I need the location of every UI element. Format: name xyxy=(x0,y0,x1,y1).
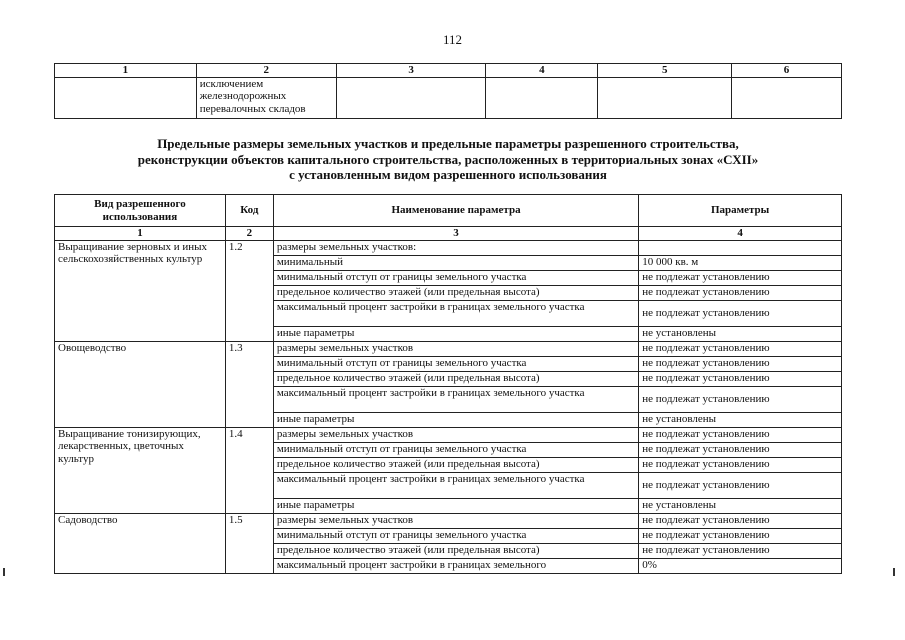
col-number: 3 xyxy=(336,64,486,78)
param-name-cell: максимальный процент застройки в границах земельного участка xyxy=(273,472,638,498)
param-name-cell: иные параметры xyxy=(273,326,638,341)
section-title-line: с установленным видом разрешенного использования xyxy=(289,167,607,182)
param-name-cell: максимальный процент застройки в границах земельного xyxy=(273,558,638,573)
empty-cell xyxy=(732,77,842,118)
param-value-cell: не подлежат установлению xyxy=(639,472,842,498)
col-number: 2 xyxy=(225,227,273,241)
section-title-line: Предельные размеры земельных участков и предельные параметры разрешенного строительства, xyxy=(157,136,739,151)
param-value-cell xyxy=(639,240,842,255)
scan-edge-mark xyxy=(3,568,5,576)
table-row xyxy=(55,513,842,528)
code-cell: 1.5 xyxy=(225,513,273,573)
code-cell: 1.2 xyxy=(225,240,273,341)
header-code: Код xyxy=(225,195,273,227)
table-header-row xyxy=(55,195,842,227)
param-name-cell: размеры земельных участков xyxy=(273,513,638,528)
continuation-header-row xyxy=(55,64,842,78)
empty-cell xyxy=(336,77,486,118)
use-type-cell: Выращивание тонизирующих, лекарственных, цветочных культур xyxy=(55,427,226,513)
param-value-cell: 0% xyxy=(639,558,842,573)
section-title-line: реконструкции объектов капитального строительства, расположенных в территориальных зонах «СХII» xyxy=(137,151,759,167)
param-value-cell: не подлежат установлению xyxy=(639,543,842,558)
param-name-cell: минимальный отступ от границы земельного участка xyxy=(273,442,638,457)
continuation-table xyxy=(54,63,842,119)
header-use-type: Вид разрешенного использования xyxy=(55,195,226,227)
param-name-cell: иные параметры xyxy=(273,498,638,513)
param-value-cell: не подлежат установлению xyxy=(639,341,842,356)
page-number: 112 xyxy=(442,32,463,47)
param-value-cell: не подлежат установлению xyxy=(639,300,842,326)
table-row xyxy=(55,427,842,442)
continuation-row xyxy=(55,77,842,118)
column-number-row xyxy=(55,227,842,241)
scan-edge-mark xyxy=(893,568,895,576)
param-name-cell: предельное количество этажей (или предельная высота) xyxy=(273,543,638,558)
col-number: 4 xyxy=(486,64,598,78)
param-name-cell: минимальный отступ от границы земельного участка xyxy=(273,528,638,543)
param-value-cell: не подлежат установлению xyxy=(639,270,842,285)
param-name-cell: минимальный xyxy=(273,255,638,270)
empty-cell xyxy=(598,77,732,118)
param-value-cell: не подлежат установлению xyxy=(639,285,842,300)
col-number: 6 xyxy=(732,64,842,78)
param-name-cell: максимальный процент застройки в границах земельного участка xyxy=(273,386,638,412)
col-number: 1 xyxy=(55,64,197,78)
param-name-cell: размеры земельных участков xyxy=(273,341,638,356)
param-value-cell: не подлежат установлению xyxy=(639,356,842,371)
param-value-cell: не подлежат установлению xyxy=(639,457,842,472)
param-name-cell: размеры земельных участков xyxy=(273,427,638,442)
continuation-text: исключением железнодорожных перевалочных складов xyxy=(196,77,336,118)
param-value-cell: не установлены xyxy=(639,498,842,513)
param-name-cell: максимальный процент застройки в границах земельного участка xyxy=(273,300,638,326)
header-params: Параметры xyxy=(639,195,842,227)
param-value-cell: не установлены xyxy=(639,326,842,341)
section-title xyxy=(54,136,842,183)
param-name-cell: предельное количество этажей (или предельная высота) xyxy=(273,371,638,386)
parameters-table xyxy=(54,194,842,574)
param-name-cell: предельное количество этажей (или предельная высота) xyxy=(273,285,638,300)
col-number: 3 xyxy=(273,227,638,241)
empty-cell xyxy=(486,77,598,118)
header-param-name: Наименование параметра xyxy=(273,195,638,227)
empty-cell xyxy=(55,77,197,118)
use-type-cell: Выращивание зерновых и иных сельскохозяйственных культур xyxy=(55,240,226,341)
col-number: 1 xyxy=(55,227,226,241)
param-value-cell: 10 000 кв. м xyxy=(639,255,842,270)
code-cell: 1.4 xyxy=(225,427,273,513)
param-name-cell: минимальный отступ от границы земельного участка xyxy=(273,270,638,285)
param-value-cell: не установлены xyxy=(639,412,842,427)
param-value-cell: не подлежат установлению xyxy=(639,442,842,457)
table-row xyxy=(55,240,842,255)
col-number: 4 xyxy=(639,227,842,241)
param-name-cell: размеры земельных участков: xyxy=(273,240,638,255)
col-number: 2 xyxy=(196,64,336,78)
col-number: 5 xyxy=(598,64,732,78)
param-value-cell: не подлежат установлению xyxy=(639,513,842,528)
param-value-cell: не подлежат установлению xyxy=(639,528,842,543)
use-type-cell: Садоводство xyxy=(55,513,226,573)
param-name-cell: предельное количество этажей (или предельная высота) xyxy=(273,457,638,472)
param-value-cell: не подлежат установлению xyxy=(639,427,842,442)
param-value-cell: не подлежат установлению xyxy=(639,386,842,412)
param-name-cell: иные параметры xyxy=(273,412,638,427)
table-row xyxy=(55,341,842,356)
param-value-cell: не подлежат установлению xyxy=(639,371,842,386)
code-cell: 1.3 xyxy=(225,341,273,427)
param-name-cell: минимальный отступ от границы земельного участка xyxy=(273,356,638,371)
use-type-cell: Овощеводство xyxy=(55,341,226,427)
